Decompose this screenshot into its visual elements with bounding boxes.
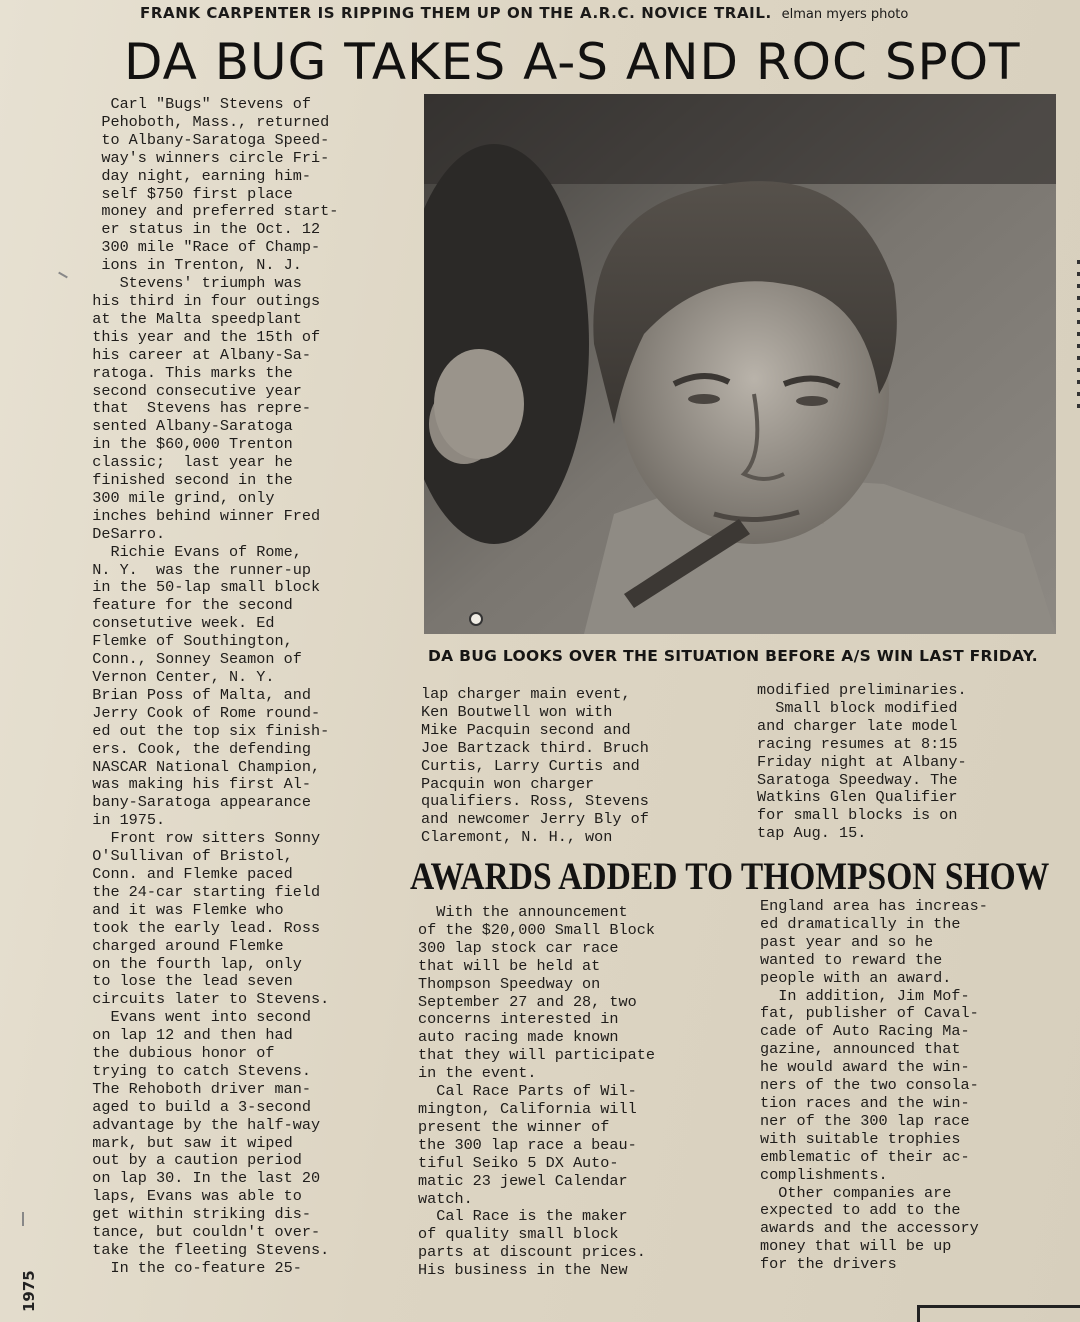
article-line: auto racing made known	[418, 1028, 619, 1047]
article-line: on the fourth lap, only	[74, 954, 302, 973]
story1-column1	[74, 96, 424, 1278]
article-line: expected to add to the	[760, 1201, 961, 1220]
article-line: tiful Seiko 5 DX Auto-	[418, 1153, 619, 1172]
article-line: his third in four outings	[74, 291, 321, 310]
article-line: mark, but saw it wiped	[74, 1133, 293, 1152]
photo-caption-top-text: FRANK CARPENTER IS RIPPING THEM UP ON THE A.R.C. NOVICE TRAIL.	[140, 4, 772, 22]
article-line: took the early lead. Ross	[74, 918, 321, 937]
article-line: out by a caution period	[74, 1151, 302, 1170]
article-line: sented Albany-Saratoga	[74, 417, 293, 436]
article-line: modified preliminaries.	[757, 681, 967, 699]
article-line: awards and the accessory	[760, 1219, 979, 1238]
article-line: was making his first Al-	[74, 775, 311, 794]
story1-column3	[757, 682, 1057, 843]
article-line: DeSarro.	[74, 524, 166, 543]
photo-image	[424, 94, 1056, 634]
photo-caption-top	[140, 4, 1040, 22]
article-line: The Rehoboth driver man-	[74, 1079, 311, 1098]
article-line: his career at Albany-Sa-	[74, 345, 311, 364]
article-line: ions in Trenton, N. J.	[74, 256, 302, 275]
article-line: Richie Evans of Rome,	[74, 542, 302, 561]
article-line: Saratoga Speedway. The	[757, 770, 958, 789]
article-line: with suitable trophies	[760, 1129, 961, 1148]
article-line: Cal Race Parts of Wil-	[418, 1082, 637, 1101]
article-line: on lap 30. In the last 20	[74, 1169, 321, 1188]
story2-column1	[418, 904, 748, 1280]
article-line: classic; last year he	[74, 453, 293, 472]
article-line: advantage by the half-way	[74, 1115, 321, 1134]
article-line: ed out the top six finish-	[74, 721, 330, 740]
article-line: Jerry Cook of Rome round-	[74, 703, 321, 722]
article-line: way's winners circle Fri-	[74, 148, 330, 167]
article-line: Cal Race is the maker	[418, 1207, 628, 1226]
article-line: 300 mile grind, only	[74, 488, 275, 507]
article-line: the dubious honor of	[74, 1044, 275, 1063]
article-line: this year and the 15th of	[74, 327, 321, 346]
article-line: matic 23 jewel Calendar	[418, 1171, 628, 1190]
article-line: Evans went into second	[74, 1008, 311, 1027]
article-line: self $750 first place	[74, 184, 293, 203]
article-line: the 24-car starting field	[74, 882, 321, 901]
article-line: Carl "Bugs" Stevens of	[74, 95, 311, 113]
article-line: Brian Poss of Malta, and	[74, 685, 311, 704]
margin-mark	[58, 272, 68, 279]
article-line: tance, but couldn't over-	[74, 1223, 321, 1242]
article-line: N. Y. was the runner-up	[74, 560, 311, 579]
article-line: 300 lap stock car race	[418, 938, 619, 957]
article-line: In addition, Jim Mof-	[760, 986, 970, 1005]
article-line: present the winner of	[418, 1117, 610, 1136]
article-line: Thompson Speedway on	[418, 974, 601, 993]
article-line: in the 50-lap small block	[74, 578, 321, 597]
article-line: aged to build a 3-second	[74, 1097, 311, 1116]
article-line: money and preferred start-	[74, 202, 339, 221]
article-line: Friday night at Albany-	[757, 752, 967, 771]
article-line: Watkins Glen Qualifier	[757, 788, 958, 807]
article-line: With the announcement	[418, 903, 628, 921]
article-line: charged around Flemke	[74, 936, 284, 955]
article-line: circuits later to Stevens.	[74, 990, 330, 1009]
headline: DA BUG TAKES A-S AND ROC SPOT	[124, 33, 1021, 91]
article-line: to Albany-Saratoga Speed-	[74, 130, 330, 149]
photo-credit: elman myers photo	[781, 7, 909, 22]
article-line: that they will participate	[418, 1046, 655, 1065]
article-line: Other companies are	[760, 1183, 952, 1202]
article-line: of quality small block	[418, 1225, 619, 1244]
article-line: ratoga. This marks the	[74, 363, 293, 382]
article-line: September 27 and 28, two	[418, 992, 637, 1011]
article-line: in the event.	[418, 1064, 537, 1083]
article-line: trying to catch Stevens.	[74, 1061, 311, 1080]
article-line: ners of the two consola-	[760, 1076, 979, 1095]
article-line: get within striking dis-	[74, 1205, 311, 1224]
article-line: His business in the New	[418, 1261, 628, 1280]
article-line: cade of Auto Racing Ma-	[760, 1022, 970, 1041]
article-line: the 300 lap race a beau-	[418, 1135, 637, 1154]
article-line: Pacquin won charger	[421, 774, 595, 793]
article-line: to lose the lead seven	[74, 972, 293, 991]
article-line: laps, Evans was able to	[74, 1187, 302, 1206]
article-line: of the $20,000 Small Block	[418, 920, 655, 939]
article-line: Conn., Sonney Seamon of	[74, 650, 302, 669]
article-line: tap Aug. 15.	[757, 824, 867, 843]
article-line: England area has increas-	[760, 897, 988, 915]
article-line: Conn. and Flemke paced	[74, 864, 293, 883]
article-line: second consecutive year	[74, 381, 302, 400]
article-line: mington, California will	[418, 1099, 637, 1118]
article-line: Mike Pacquin second and	[421, 720, 631, 739]
headline-thompson: AWARDS ADDED TO THOMPSON SHOW	[410, 855, 1050, 898]
article-line: racing resumes at 8:15	[757, 734, 958, 753]
article-line: money that will be up	[760, 1237, 952, 1256]
article-line: he would award the win-	[760, 1058, 970, 1077]
article-line: and newcomer Jerry Bly of	[421, 810, 649, 829]
article-line: Front row sitters Sonny	[74, 829, 321, 848]
article-line: NASCAR National Champion,	[74, 757, 321, 776]
photo-caption: DA BUG LOOKS OVER THE SITUATION BEFORE A/S WIN LAST FRIDAY.	[428, 647, 1038, 665]
article-line: concerns interested in	[418, 1010, 619, 1029]
article-line: ner of the 300 lap race	[760, 1111, 970, 1130]
article-line: watch.	[418, 1189, 473, 1208]
article-line: past year and so he	[760, 932, 934, 951]
article-line: wanted to reward the	[760, 950, 943, 969]
article-line: people with an award.	[760, 968, 952, 987]
article-line: 300 mile "Race of Champ-	[74, 238, 321, 257]
article-line: er status in the Oct. 12	[74, 220, 321, 239]
article-line: for the drivers	[760, 1255, 897, 1274]
article-line: ers. Cook, the defending	[74, 739, 311, 758]
story2-column2	[760, 898, 1060, 1274]
article-line: fat, publisher of Caval-	[760, 1004, 979, 1023]
article-line: Curtis, Larry Curtis and	[421, 756, 640, 775]
article-line: Joe Bartzack third. Bruch	[421, 738, 649, 757]
article-line: Pehoboth, Mass., returned	[74, 112, 330, 131]
article-line: in the $60,000 Trenton	[74, 435, 293, 454]
story1-column2	[421, 686, 751, 847]
article-line: that will be held at	[418, 956, 601, 975]
article-line: in 1975.	[74, 811, 166, 830]
article-line: inches behind winner Fred	[74, 506, 321, 525]
article-line: In the co-feature 25-	[74, 1258, 302, 1277]
article-line: Stevens' triumph was	[74, 274, 302, 293]
article-line: take the fleeting Stevens.	[74, 1241, 330, 1259]
article-line: ed dramatically in the	[760, 914, 961, 933]
article-line: at the Malta speedplant	[74, 309, 302, 328]
article-line: bany-Saratoga appearance	[74, 793, 311, 812]
article-line: and it was Flemke who	[74, 900, 284, 919]
article-line: Vernon Center, N. Y.	[74, 668, 275, 686]
article-line: day night, earning him-	[74, 166, 311, 185]
article-line: Small block modified	[757, 698, 958, 717]
article-line: Flemke of Southington,	[74, 632, 293, 651]
article-line: Claremont, N. H., won	[421, 828, 613, 847]
article-line: emblematic of their ac-	[760, 1147, 970, 1166]
article-line: complishments.	[760, 1165, 888, 1184]
article-line: and charger late model	[757, 716, 958, 735]
article-line: feature for the second	[74, 596, 293, 615]
year-mark: 1975	[20, 1270, 38, 1312]
article-line: O'Sullivan of Bristol,	[74, 847, 293, 866]
box-border-corner	[917, 1305, 1080, 1322]
article-line: qualifiers. Ross, Stevens	[421, 792, 649, 811]
photo-da-bug	[424, 94, 1056, 634]
article-line: parts at discount prices.	[418, 1243, 646, 1262]
article-line: lap charger main event,	[421, 685, 631, 703]
article-line: that Stevens has repre-	[74, 399, 311, 418]
article-line: finished second in the	[74, 471, 293, 490]
article-line: on lap 12 and then had	[74, 1026, 293, 1045]
article-line: consetutive week. Ed	[74, 614, 275, 633]
article-line: tion races and the win-	[760, 1093, 970, 1112]
article-line: for small blocks is on	[757, 806, 958, 825]
article-line: gazine, announced that	[760, 1040, 961, 1059]
margin-mark	[22, 1212, 24, 1226]
article-line: Ken Boutwell won with	[421, 702, 613, 721]
